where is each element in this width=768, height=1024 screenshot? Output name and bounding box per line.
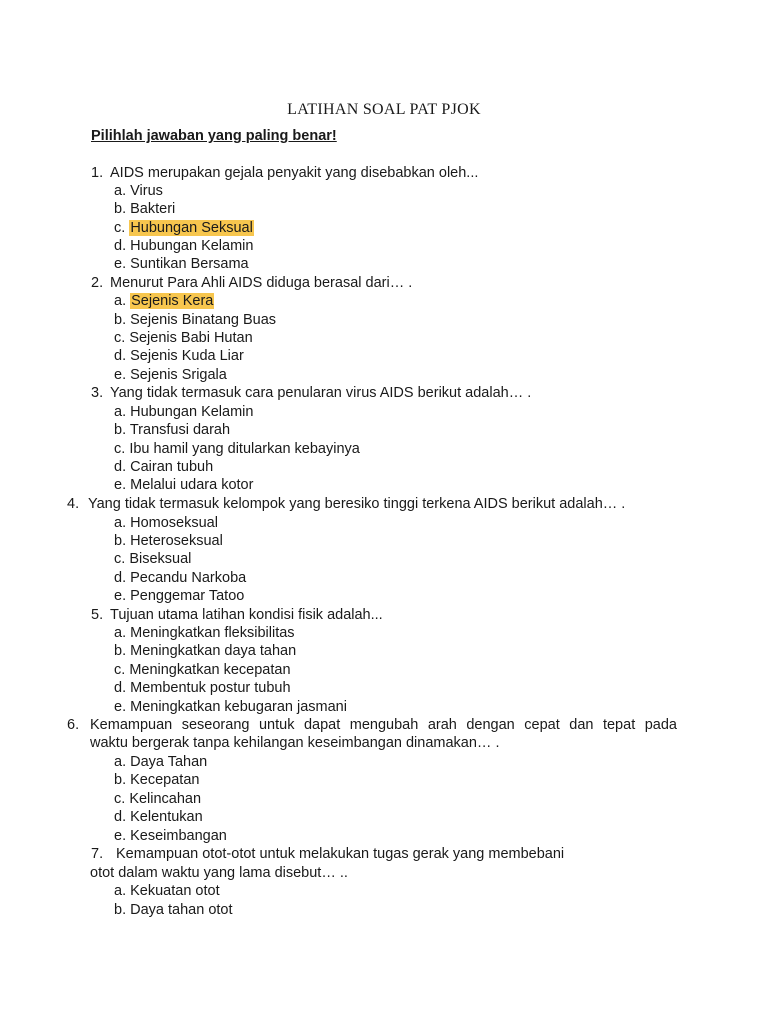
option-2a: a. Sejenis Kera	[114, 293, 214, 309]
option-text: Sejenis Binatang Buas	[130, 312, 277, 328]
option-text: Kelentukan	[130, 809, 203, 825]
question-2	[91, 274, 412, 292]
option-3d: d. Cairan tubuh	[114, 459, 214, 475]
option-text: Meningkatkan daya tahan	[130, 643, 297, 659]
question-number: 7.	[91, 846, 104, 862]
question-3	[91, 384, 531, 402]
question-7-continuation: otot dalam waktu yang lama disebut… ..	[90, 865, 348, 881]
option-text: Membentuk postur tubuh	[130, 680, 291, 696]
option-1d: d. Hubungan Kelamin	[114, 238, 254, 254]
option-text: Biseksual	[129, 551, 192, 567]
option-1a: a. Virus	[114, 183, 163, 199]
option-text: Hubungan Kelamin	[130, 238, 254, 254]
option-5d: d. Membentuk postur tubuh	[114, 680, 291, 696]
option-text: Sejenis Babi Hutan	[129, 330, 253, 346]
highlighted-answer: Sejenis Kera	[131, 293, 214, 309]
option-5c: c. Meningkatkan kecepatan	[114, 662, 291, 678]
option-text: Bakteri	[130, 201, 176, 217]
option-text: Suntikan Bersama	[130, 256, 249, 272]
option-6c: c. Kelincahan	[114, 791, 202, 807]
question-number: 5.	[91, 607, 104, 623]
page-title: LATIHAN SOAL PAT PJOK	[287, 101, 481, 118]
option-2e: e. Sejenis Srigala	[114, 367, 227, 383]
option-text: Meningkatkan kecepatan	[129, 662, 291, 678]
option-6b: b. Kecepatan	[114, 772, 200, 788]
option-text: Kelincahan	[129, 791, 202, 807]
option-7a: a. Kekuatan otot	[114, 883, 220, 899]
option-3c: c. Ibu hamil yang ditularkan kebayinya	[114, 441, 360, 457]
option-text: Kecepatan	[130, 772, 200, 788]
option-5a: a. Meningkatkan fleksibilitas	[114, 625, 295, 641]
question-number: 3.	[91, 385, 104, 401]
option-text: Virus	[130, 183, 163, 199]
question-text: Yang tidak termasuk cara penularan virus AIDS berikut adalah… .	[110, 385, 532, 401]
option-text: Sejenis Srigala	[130, 367, 227, 383]
question-text: Yang tidak termasuk kelompok yang beresiko tinggi terkena AIDS berikut adalah… .	[88, 496, 626, 512]
option-7b: b. Daya tahan otot	[114, 902, 233, 918]
option-text: Transfusi darah	[129, 422, 231, 438]
option-2d: d. Sejenis Kuda Liar	[114, 348, 244, 364]
option-text: Meningkatkan kebugaran jasmani	[130, 699, 347, 715]
option-4a: a. Homoseksual	[114, 515, 218, 531]
option-text: Pecandu Narkoba	[130, 570, 247, 586]
option-text: Penggemar Tatoo	[130, 588, 245, 604]
option-text: Sejenis Kuda Liar	[130, 348, 244, 364]
option-text: Daya Tahan	[130, 754, 208, 770]
option-4d: d. Pecandu Narkoba	[114, 570, 247, 586]
option-4c: c. Biseksual	[114, 551, 192, 567]
question-5	[91, 606, 383, 624]
question-text: Tujuan utama latihan kondisi fisik adalah...	[110, 607, 383, 623]
instruction-text: Pilihlah jawaban yang paling benar!	[91, 128, 337, 144]
option-4e: e. Penggemar Tatoo	[114, 588, 245, 604]
question-number: 1.	[91, 165, 104, 181]
question-1	[91, 164, 478, 182]
option-6e: e. Keseimbangan	[114, 828, 227, 844]
option-text: Ibu hamil yang ditularkan kebayinya	[129, 441, 360, 457]
option-2c: c. Sejenis Babi Hutan	[114, 330, 253, 346]
question-number: 2.	[91, 275, 104, 291]
question-6-continuation: waktu bergerak tanpa kehilangan keseimbangan dinamakan… .	[90, 735, 500, 751]
option-text: Cairan tubuh	[130, 459, 214, 475]
option-text: Heteroseksual	[130, 533, 223, 549]
option-5e: e. Meningkatkan kebugaran jasmani	[114, 699, 347, 715]
option-text: Kekuatan otot	[130, 883, 220, 899]
option-4b: b. Heteroseksual	[114, 533, 223, 549]
highlighted-answer: Hubungan Seksual	[130, 220, 253, 236]
question-text: Kemampuan seseorang untuk dapat mengubah arah dengan cepat dan tepat pada	[90, 717, 677, 733]
option-2b: b. Sejenis Binatang Buas	[114, 312, 277, 328]
question-text: Kemampuan otot-otot untuk melakukan tugas gerak yang membebani	[116, 846, 565, 862]
option-text: Meningkatkan fleksibilitas	[130, 625, 295, 641]
question-6	[67, 716, 677, 734]
question-7	[91, 845, 564, 863]
question-4	[67, 495, 625, 513]
option-1b: b. Bakteri	[114, 201, 176, 217]
option-text: Daya tahan otot	[130, 902, 233, 918]
option-text: Melalui udara kotor	[130, 477, 254, 493]
option-5b: b. Meningkatkan daya tahan	[114, 643, 297, 659]
option-1e: e. Suntikan Bersama	[114, 256, 249, 272]
option-6a: a. Daya Tahan	[114, 754, 208, 770]
question-number: 4.	[67, 496, 80, 512]
question-text: AIDS merupakan gejala penyakit yang disebabkan oleh...	[110, 165, 479, 181]
option-6d: d. Kelentukan	[114, 809, 203, 825]
option-3e: e. Melalui udara kotor	[114, 477, 254, 493]
option-1c: c. Hubungan Seksual	[114, 220, 253, 236]
option-3b: b. Transfusi darah	[114, 422, 231, 438]
option-3a: a. Hubungan Kelamin	[114, 404, 254, 420]
question-number: 6.	[67, 717, 80, 733]
option-text: Keseimbangan	[130, 828, 227, 844]
option-text: Hubungan Kelamin	[130, 404, 254, 420]
option-text: Homoseksual	[130, 515, 218, 531]
question-text: Menurut Para Ahli AIDS diduga berasal dari… .	[110, 275, 413, 291]
